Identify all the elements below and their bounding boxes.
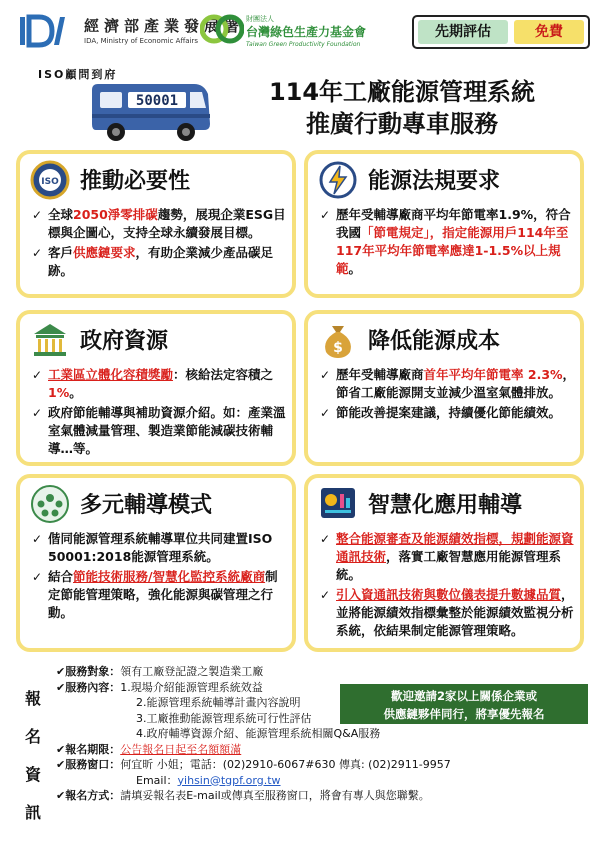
list-item: ✓ 工業區立體化容積獎勵：核給法定容積之1%。 bbox=[32, 366, 290, 402]
service-content-item: 4.政府輔導資源介紹、能源管理系統相關Q&A服務 bbox=[136, 727, 381, 740]
title-line-1: 114年工廠能源管理系統 bbox=[268, 78, 536, 106]
signup-vertical-label: 報 名 資 訊 bbox=[24, 689, 41, 822]
title-line-2: 推廣行動專車服務 bbox=[306, 110, 498, 138]
card-government-resources bbox=[16, 310, 296, 466]
signup-deadline: ✔報名期限：公告報名日起至名額額滿 bbox=[56, 742, 242, 756]
card-list bbox=[32, 530, 290, 624]
green-productivity-logo-icon bbox=[200, 10, 244, 48]
service-content-item: 3.工廠推動能源管理系統可行性評估 bbox=[136, 711, 312, 725]
ida-name-en: IDA, Ministry of Economic Affairs bbox=[84, 37, 199, 45]
signup-method: ✔報名方式：請填妥報名表E-mail或傳真至服務窗口，將會有專人與您聯繫。 bbox=[56, 789, 430, 802]
dashboard-icon bbox=[318, 484, 358, 524]
iso-badge-icon bbox=[30, 160, 70, 200]
card-header bbox=[28, 320, 288, 360]
list-item: ✓ 整合能源審查及能源績效指標，規劃能源資通訊技術，落實工廠智慧應用能源管理系統。 bbox=[320, 530, 578, 584]
list-item: ✓ 政府節能輔導與補助資源介紹。如：產業溫室氣體減量管理、製造業節能減碳技術輔導…等。 bbox=[32, 404, 290, 458]
header bbox=[0, 0, 600, 62]
government-building-icon bbox=[30, 320, 70, 360]
card-list bbox=[32, 206, 290, 282]
card-header bbox=[316, 160, 576, 200]
card-list bbox=[32, 366, 290, 460]
card-title: 降低能源成本 bbox=[368, 329, 501, 354]
list-item: ✓ 歷年受輔導廠商首年平均年節電率 2.3%，節省工廠能源開支並減少溫室氣體排放。 bbox=[320, 366, 578, 402]
signup-section bbox=[14, 662, 594, 842]
service-email: Email：yihsin@tgpf.org.tw bbox=[136, 773, 281, 787]
team-meeting-icon bbox=[30, 484, 70, 524]
card-title: 智慧化應用輔導 bbox=[368, 493, 523, 518]
bus-number: 50001 bbox=[135, 93, 179, 109]
svg-text:$: $ bbox=[333, 340, 343, 356]
list-item: ✓ 結合節能技術服務/智慧化監控系統廠商制定節能管理策略，強化能源與碳管理之行動。 bbox=[32, 568, 290, 622]
card-title: 政府資源 bbox=[80, 329, 169, 354]
card-header bbox=[28, 484, 288, 524]
card-energy-regulation bbox=[304, 150, 584, 298]
list-item: ✓ 節能改善提案建議，持續優化節能績效。 bbox=[320, 404, 578, 422]
card-title: 能源法規要求 bbox=[368, 169, 501, 194]
card-header bbox=[28, 160, 288, 200]
promo-banner: 歡迎邀請2家以上關係企業或 供應鏈夥伴同行，將享優先報名 bbox=[340, 684, 588, 724]
list-item: ✓ 客戶供應鏈要求，有助企業減少產品碳足跡。 bbox=[32, 244, 290, 280]
money-bag-icon bbox=[318, 320, 358, 360]
bus-icon bbox=[86, 80, 214, 144]
gp-name-en: Taiwan Green Productivity Foundation bbox=[246, 41, 361, 48]
badge-free: 免費 bbox=[514, 20, 584, 44]
svg-text:ISO: ISO bbox=[41, 177, 59, 187]
badge-box bbox=[412, 15, 590, 49]
list-item: ✓ 引入資通訊技術與數位儀表提升數據品質，並將能源績效指標彙整於能源績效監視分析系統，依結果制定能源管理策略。 bbox=[320, 586, 578, 640]
badge-pre-assessment: 先期評估 bbox=[418, 20, 508, 44]
list-item: ✓ 偕同能源管理系統輔導單位共同建置ISO 50001:2018能源管理系統。 bbox=[32, 530, 290, 566]
card-list bbox=[320, 530, 578, 642]
gp-small-label: 財團法人 bbox=[246, 15, 274, 23]
card-header bbox=[316, 484, 576, 524]
card-list bbox=[320, 366, 578, 424]
card-header bbox=[316, 320, 576, 360]
card-title: 推動必要性 bbox=[80, 169, 191, 194]
email-link[interactable]: yihsin@tgpf.org.tw bbox=[177, 773, 281, 787]
list-item: ✓ 全球2050淨零排碳趨勢，展現企業ESG目標與企圖心，支持全球永續發展目標。 bbox=[32, 206, 290, 242]
card-necessity bbox=[16, 150, 296, 298]
card-diverse-guidance bbox=[16, 474, 296, 652]
service-content-item: 2.能源管理系統輔導計畫內容說明 bbox=[136, 696, 301, 709]
gp-name: 台灣綠色生產力基金會 bbox=[246, 25, 367, 39]
service-target: ✔服務對象：領有工廠登記證之製造業工廠 bbox=[56, 665, 264, 678]
lightning-icon bbox=[318, 160, 358, 200]
card-reduce-energy-cost bbox=[304, 310, 584, 466]
iso-consultant-label: ISO顧問到府 bbox=[38, 68, 118, 81]
ida-logo-icon bbox=[18, 14, 66, 48]
ida-name-zh: 經濟部產業發展署 bbox=[84, 17, 245, 35]
list-item: ✓ 歷年受輔導廠商平均年節電率1.9%，符合我國「節電規定」，指定能源用戶114年至117年平均年節電率應達1-1.5%以上規範。 bbox=[320, 206, 578, 278]
service-window: ✔服務窗口：何宜昕 小姐；電話：(02)2910-6067#630 傳真: (02)2911-9957 bbox=[56, 758, 451, 771]
card-smart-application bbox=[304, 474, 584, 652]
card-list bbox=[320, 206, 578, 280]
service-content: ✔服務內容：1.現場介紹能源管理系統效益 bbox=[56, 680, 263, 694]
card-title: 多元輔導模式 bbox=[80, 493, 213, 518]
